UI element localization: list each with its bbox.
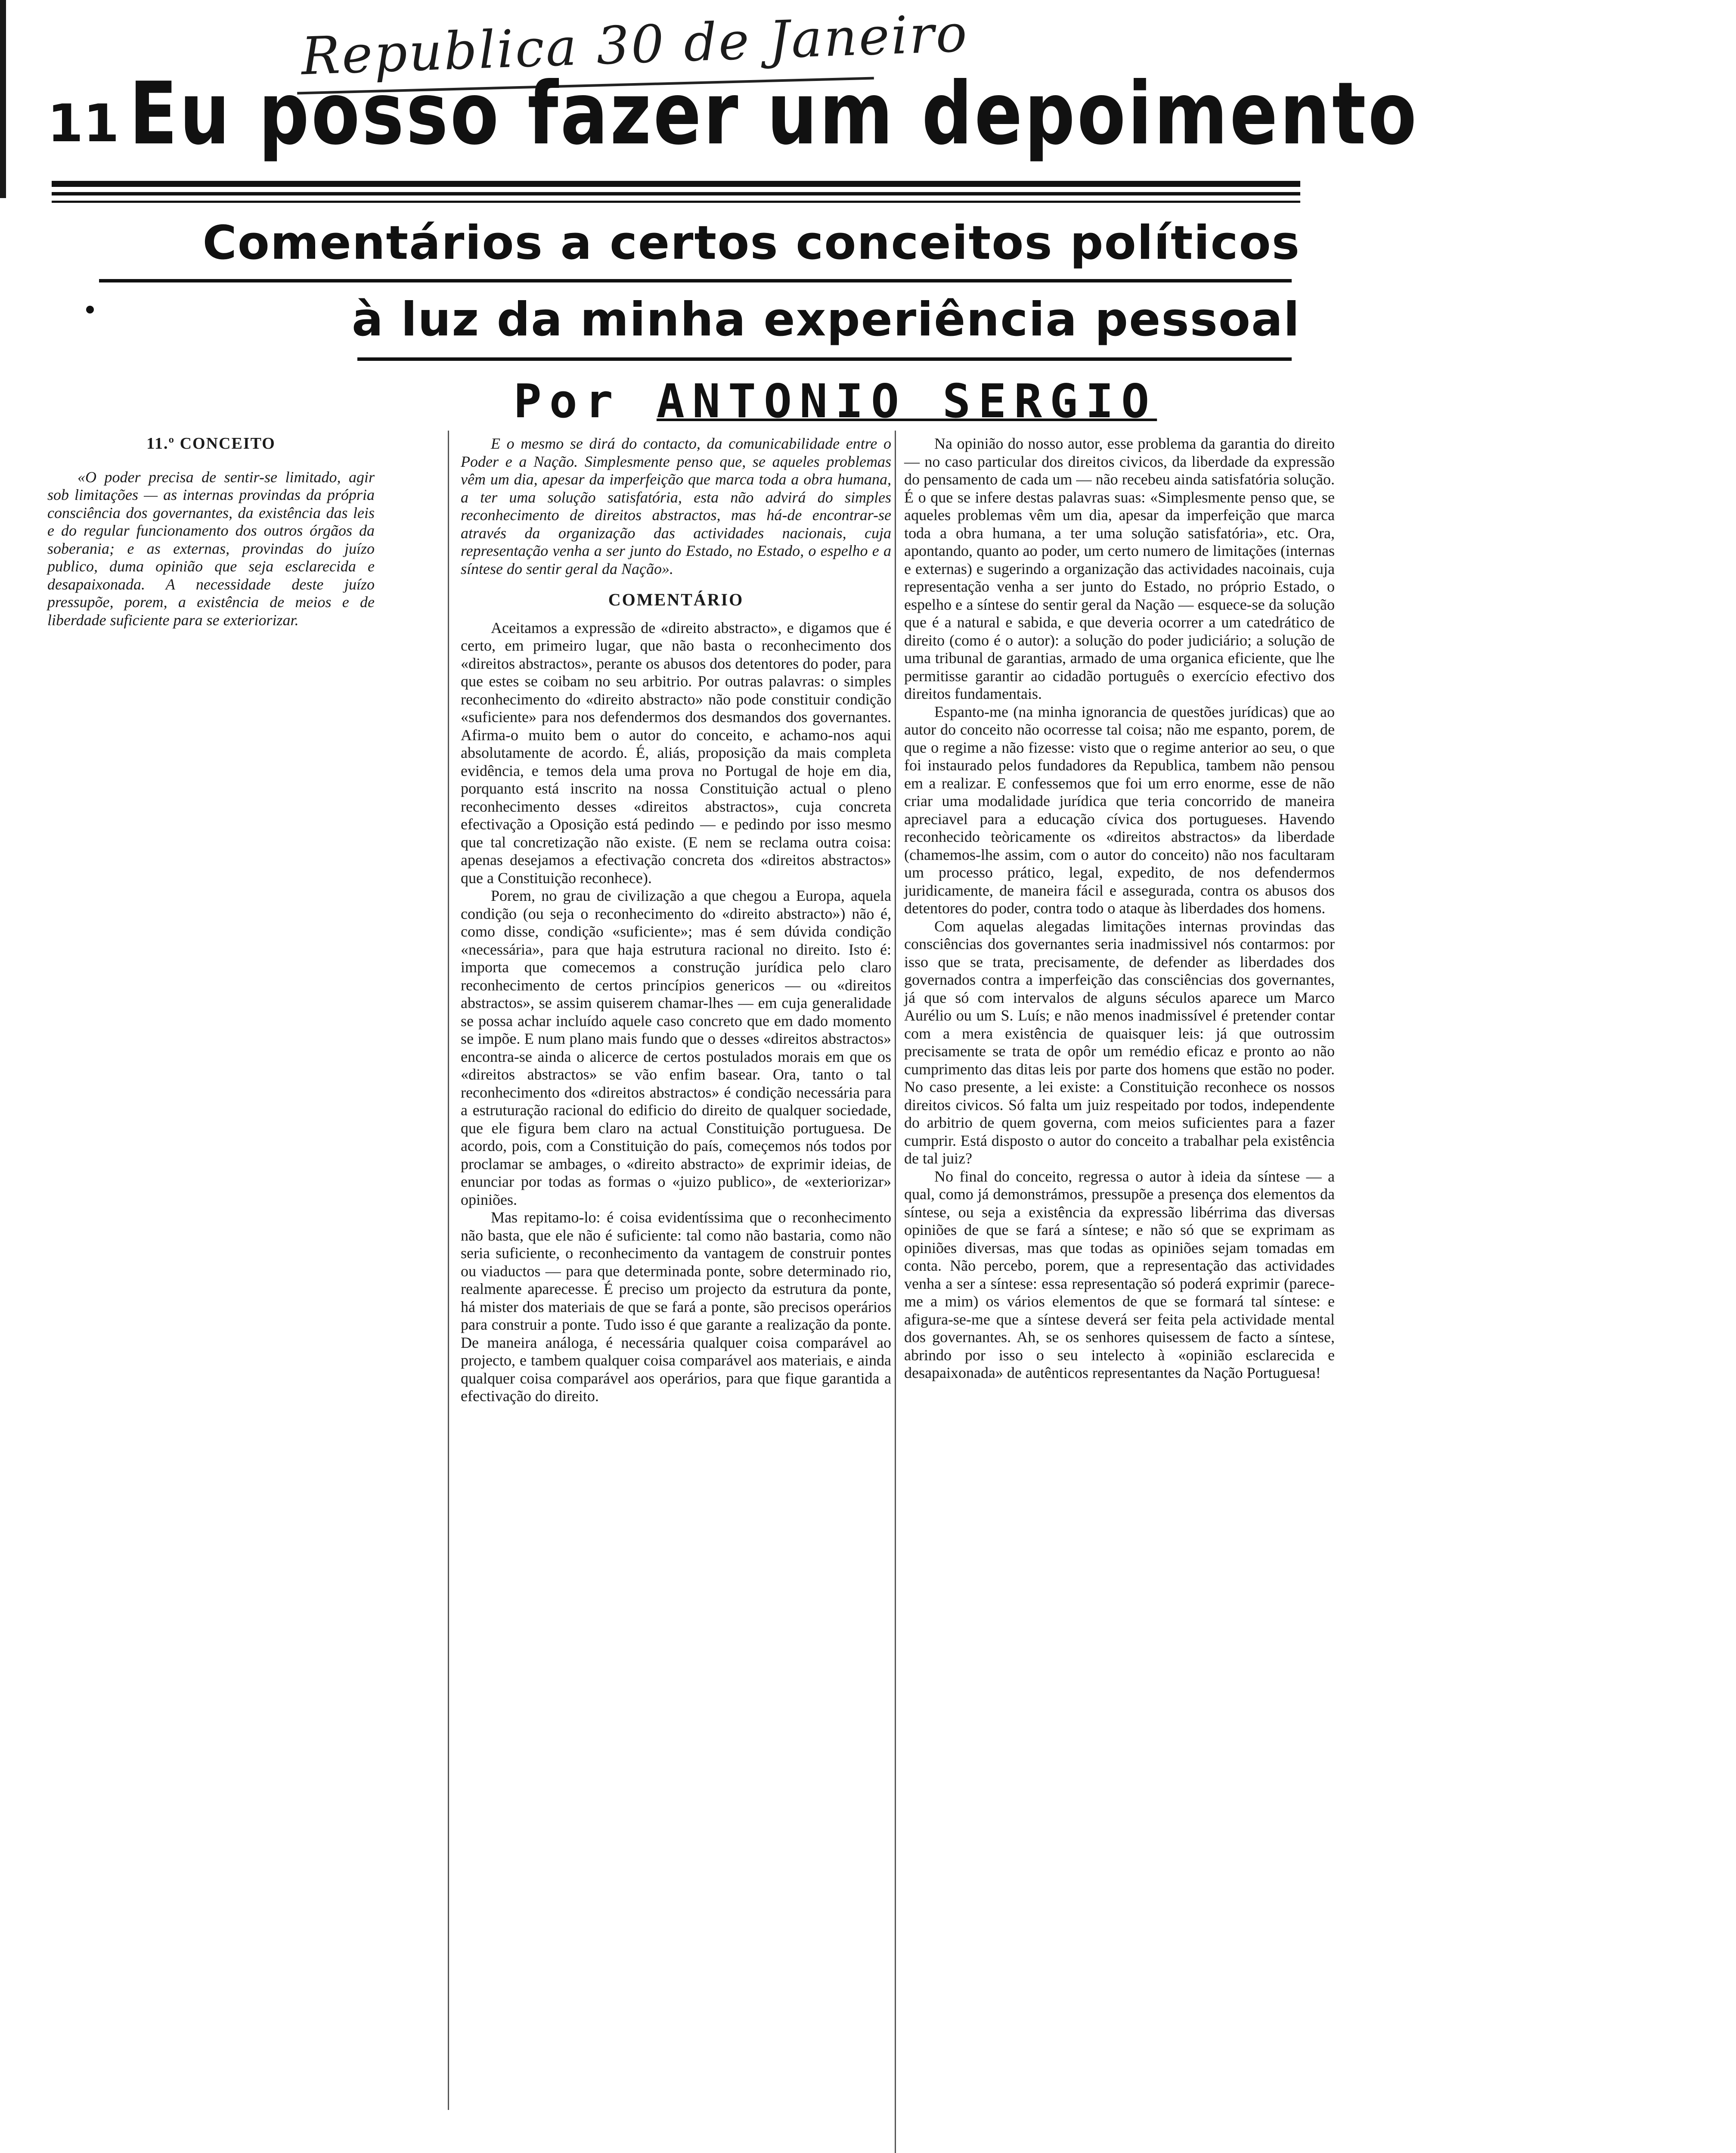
comment-title: COMENTÁRIO [608, 590, 744, 609]
comment-paragraph-4: Na opinião do nosso autor, esse problema da garantia do direito — no caso particular dos direitos civicos, da liberdade da expressão do pensamento de cada um — não recebeu ainda satisfatória solução. É o que se infere destas palavras suas: «Simplesmente penso que, se aqueles problemas vêm um dia, apesar da imperfeição que marca toda a obra humana, a ter uma solução satisfatória», etc. Ora, apontando, quanto ao poder, um certo numero de limitações (internas e externas) e sugerindo a organização das actividades nacoinais, cuja representação venha a ser junto do Estado, no próprio Estado, o espelho e a síntese do sentir geral da Nação — esquece-se da solução que é a natural e sabida, e que deveria ocorrer a um catedrático de direito (como é o autor): a solução do poder judiciário; a solução de uma tribunal de garantias, armado de uma organica eficiente, que lhe permitisse garantir ao cidadão português o exercício efectivo dos direitos fundamentais. [904, 435, 1335, 702]
column-divider-1 [448, 431, 449, 2110]
clip-number: 11 [47, 94, 119, 154]
comment-paragraph-3: Mas repitamo-lo: é coisa evidentíssima que o reconhecimento não basta, que ele não é suficiente: tal como não bastaria, como não seria suficiente, o reconhecimento da vantagem de construir pontes ou viaductos — para que determinada ponte, sobre determinado rio, realmente aparecesse. É preciso um projecto da estrutura da ponte, há mister dos materiais de que se fará a ponte, são precisos operários para construir a ponte. Tudo isso é que garante a realização da ponte. De maneira análoga, é necessária qualquer coisa comparável ao projecto, e tambem qualquer coisa comparável aos materiais, e ainda qualquer coisa comparável aos operários, para que fique garantida a efectivação do direito. [461, 1209, 891, 1405]
comment-paragraph-5: Espanto-me (na minha ignorancia de questões jurídicas) que ao autor do conceito não ocorresse tal coisa; não me espanto, porem, de que o regime a não fizesse: visto que o regime anterior ao seu, o que foi instaurado pelos fundadores da Republica, tambem não pensou em a realizar. E confessemos que foi um erro enorme, esse de não criar uma modalidade jurídica que teria concorrido de maneira apreciavel para a educação cívica dos portugueses. Havendo reconhecido teòricamente os «direitos abstractos» da liberdade (chamemos-lhe assim, com o autor do conceito) não nos facultaram um processo prático, legal, expedito, de nos defendermos juridicamente, de maneira fácil e assegurada, contra os abusos dos detentores do poder, contra todo o ataque às liberdades dos homens. [904, 703, 1335, 917]
byline-author: ANTONIO SERGIO [656, 375, 1157, 428]
article-column-2 [461, 435, 891, 1405]
scan-edge [0, 0, 6, 198]
comment-paragraph-7: No final do conceito, regressa o autor à ideia da síntese — a qual, como já demonstrámos, pressupõe a presença dos elementos da síntese, ou seja a existência da expressão libérrima das diversas opiniões de que se fará a síntese; e não só que se exprimam as opiniões diversas, mas que todas as opiniões sejam tomadas em conta. Não percebo, porem, que a representação das actividades venha a ser a síntese: essa representação só poderá exprimir (parece-me a mim) os vários elementos de que se formará tal síntese: e afigura-se-me que a síntese deverá ser feita pela actividade mental dos governantes. Ah, se os senhores quisessem de facto a síntese, abrindo por isso o seu intelecto à «opinião esclarecida e desapaixonada» de autênticos representantes da Nação Portuguesa! [904, 1167, 1335, 1381]
comment-paragraph-6: Com aquelas alegadas limitações internas provindas das consciências dos governantes seria inadmissivel nós contarmos: por isso que se trata, precisamente, de defender as liberdades dos governados contra a imperfeição das consciências dos governantes, já que só com intervalos de alguns séculos aparece um Marco Aurélio ou um S. Luís; e não menos inadmissível é pretender contar com a mera existência de quaisquer leis: já que outrossim precisamente se trata de opôr um remédio eficaz e pronto ao não cumprimento das ditas leis por parte dos homens que estão no poder. No caso presente, a lei existe: a Constituição reconhece os nossos direitos civicos. Só falta um juiz respeitado por todos, independente do arbitrio de quem governa, com meios suficientes para a fazer cumprir. Está disposto o autor do conceito a trabalhar pela existência de tal juiz? [904, 917, 1335, 1167]
article-column-1 [47, 435, 375, 629]
byline [336, 375, 1335, 428]
headline-rules [52, 181, 1300, 208]
byline-prefix: Por [513, 375, 621, 428]
decorative-dot [86, 306, 94, 313]
column-divider-2 [895, 431, 896, 2153]
concept-quote-1: «O poder precisa de sentir-se limitado, agir sob limitações — as internas provindas da própria consciência dos governantes, da existência das leis e do regular funcionamento dos outros órgãos da soberania; e as externas, provindas do juízo publico, duma opinião que seja esclarecida e desapaixonada. A necessidade deste juízo pressupõe, porem, a existência de meios e de liberdade suficiente para se exteriorizar. [47, 468, 375, 629]
rule-thin [52, 201, 1300, 203]
subheadline-rule-2 [357, 357, 1292, 361]
rule-medium [52, 192, 1300, 195]
headline: Eu posso fazer um depoimento [129, 64, 1419, 164]
subheadline-line-2: à luz da minha experiência pessoal [351, 293, 1300, 347]
subheadline-line-1: Comentários a certos conceitos políticos [202, 216, 1300, 270]
section-title: 11.º CONCEITO [146, 434, 276, 453]
rule-thick [52, 181, 1300, 187]
comment-paragraph-1: Aceitamos a expressão de «direito abstracto», e digamos que é certo, em primeiro lugar, que não basta o reconhecimento dos «direitos abstractos», perante os abusos dos detentores do poder, para que estes se coibam no seu arbitrio. Por outras palavras: o simples reconhecimento do «direito abstracto» não pode constituir condição «suficiente» para nos defendermos dos desmandos dos governantes. Afirma-o muito bem o autor do conceito, e achamo-nos aqui absolutamente de acordo. É, aliás, proposição da mais completa evidência, e temos dela uma prova no Portugal de hoje em dia, porquanto está inscrito na nossa Constituição actual o pleno reconhecimento desses «direitos abstractos», cuja concreta efectivação a Oposição está pedindo — e pedindo por isso mesmo que tal concretização não existe. (E nem se reclama outra coisa: apenas desejamos a efectivação concreta dos «direitos abstractos» que a Constituição reconhece). [461, 619, 891, 887]
handwritten-note: Republica 30 de Janeiro [300, 3, 970, 87]
concept-quote-2: E o mesmo se dirá do contacto, da comunicabilidade entre o Poder e a Nação. Simplesmente penso que, se aqueles problemas vêm um dia, apesar da imperfeição que marca toda a obra humana, a ter uma solução satisfatória, esta não advirá do simples reconhecimento de direitos abstractos, mas há-de encontrar-se através da organização das actividades nacionais, cuja representação venha a ser junto do Estado, no Estado, o espelho e a síntese do sentir geral da Nação». [461, 435, 891, 577]
article-column-3 [904, 435, 1335, 1382]
comment-paragraph-2: Porem, no grau de civilização a que chegou a Europa, aquela condição (ou seja o reconhecimento do «direito abstracto») não é, como disse, condição «suficiente»; mas é sem dúvida condição «necessária», para que haja estrutura racional no direito. Isto é: importa que comecemos a construção jurídica pelo claro reconhecimento de certos princípios genericos — ou «direitos abstractos», se assim quiserem chamar-lhes — em cuja generalidade se possa achar incluído aquele caso concreto que em dado momento se impõe. E num plano mais fundo que o desses «direitos abstractos» encontra-se ainda o alicerce de certos postulados morais em que os «direitos abstractos» se vão enfim basear. Ora, tanto o tal reconhecimento dos «direitos abstractos» é condição necessária para a estruturação racional do edificio do direito de qualquer sociedade, que ele figura bem claro na actual Constituição portuguesa. De acordo, pois, com a Constituição do país, começemos nós todos por proclamar se ambages, o «direito abstracto» de exprimir ideias, de enunciar por todas as formas o «juizo publico», de «exteriorizar» opiniões. [461, 887, 891, 1208]
subheadline-rule-1 [99, 279, 1292, 282]
